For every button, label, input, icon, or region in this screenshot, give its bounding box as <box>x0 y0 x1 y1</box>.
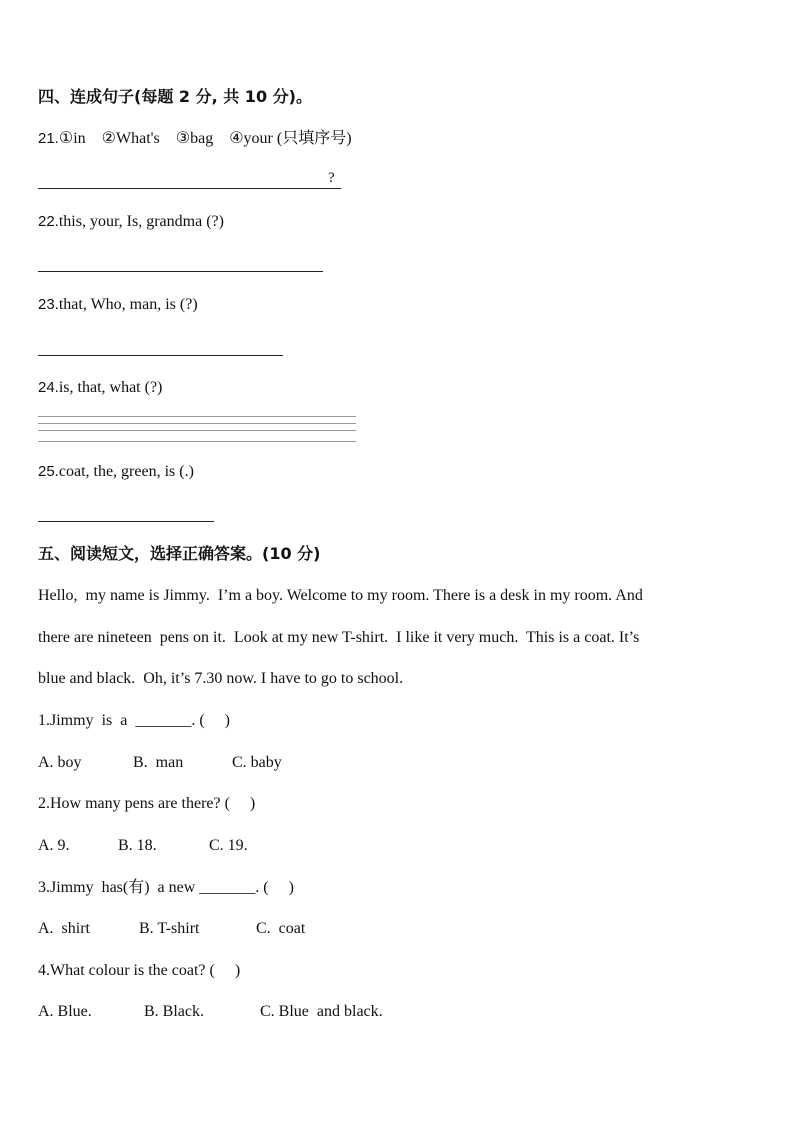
option-c[interactable]: C. Blue and black. <box>260 1003 383 1020</box>
question-number: 21. <box>38 130 59 147</box>
question-words: this, your, Is, grandma (?) <box>58 213 224 230</box>
question-text: 3.Jimmy has(有) a new _______. ( ) <box>38 879 294 896</box>
question-words: that, Who, man, is (?) <box>58 296 198 313</box>
option-b[interactable]: B. 18. <box>118 837 157 854</box>
question-21 <box>38 129 352 149</box>
answer-line-25[interactable] <box>38 521 214 522</box>
section-4-title: 四、连成句子(每题 2 分, 共 10 分)。 <box>38 87 312 106</box>
option-b[interactable]: B. man <box>133 754 184 771</box>
question-words: is, that, what (?) <box>58 379 163 396</box>
option-b[interactable]: B. Black. <box>144 1003 204 1020</box>
passage-line: blue and black. Oh, it’s 7.30 now. I have to go to school. <box>38 670 404 687</box>
question-number: 24. <box>38 379 59 396</box>
writing-line[interactable] <box>38 441 356 442</box>
question-hint: (只填序号) <box>276 130 352 147</box>
writing-line[interactable] <box>38 416 356 417</box>
question-23 <box>38 295 198 315</box>
question-text: 2.How many pens are there? ( ) <box>38 795 256 812</box>
writing-line[interactable] <box>38 423 356 424</box>
question-number: 25. <box>38 463 59 480</box>
answer-end-mark: ? <box>328 170 335 186</box>
question-words: coat, the, green, is (.) <box>58 463 194 480</box>
answer-line-23[interactable] <box>38 355 283 356</box>
writing-line[interactable] <box>38 430 356 431</box>
option-c[interactable]: C. coat <box>256 920 306 937</box>
question-number: 22. <box>38 213 59 230</box>
option-c[interactable]: C. 19. <box>209 837 248 854</box>
passage-line: there are nineteen pens on it. Look at my new T-shirt. I like it very much. This is a coat. It’s <box>38 629 640 646</box>
passage-line: Hello, my name is Jimmy. I’m a boy. Welcome to my room. There is a desk in my room. And <box>38 587 643 604</box>
question-22 <box>38 212 224 232</box>
question-text: 1.Jimmy is a _______. ( ) <box>38 712 230 729</box>
question-number: 23. <box>38 296 59 313</box>
question-words: ①in ②What's ③bag ④your <box>58 130 273 147</box>
question-text: 4.What colour is the coat? ( ) <box>38 962 241 979</box>
option-a[interactable]: A. Blue. <box>38 1003 92 1020</box>
section-5-title: 五、阅读短文，选择正确答案。(10 分) <box>38 544 321 563</box>
question-24 <box>38 378 162 398</box>
option-a[interactable]: A. boy <box>38 754 82 771</box>
option-a[interactable]: A. 9. <box>38 837 70 854</box>
answer-line-22[interactable] <box>38 271 323 272</box>
option-b[interactable]: B. T-shirt <box>139 920 200 937</box>
option-c[interactable]: C. baby <box>232 754 282 771</box>
question-25 <box>38 462 194 482</box>
option-a[interactable]: A. shirt <box>38 920 90 937</box>
answer-line-21[interactable] <box>38 188 341 189</box>
